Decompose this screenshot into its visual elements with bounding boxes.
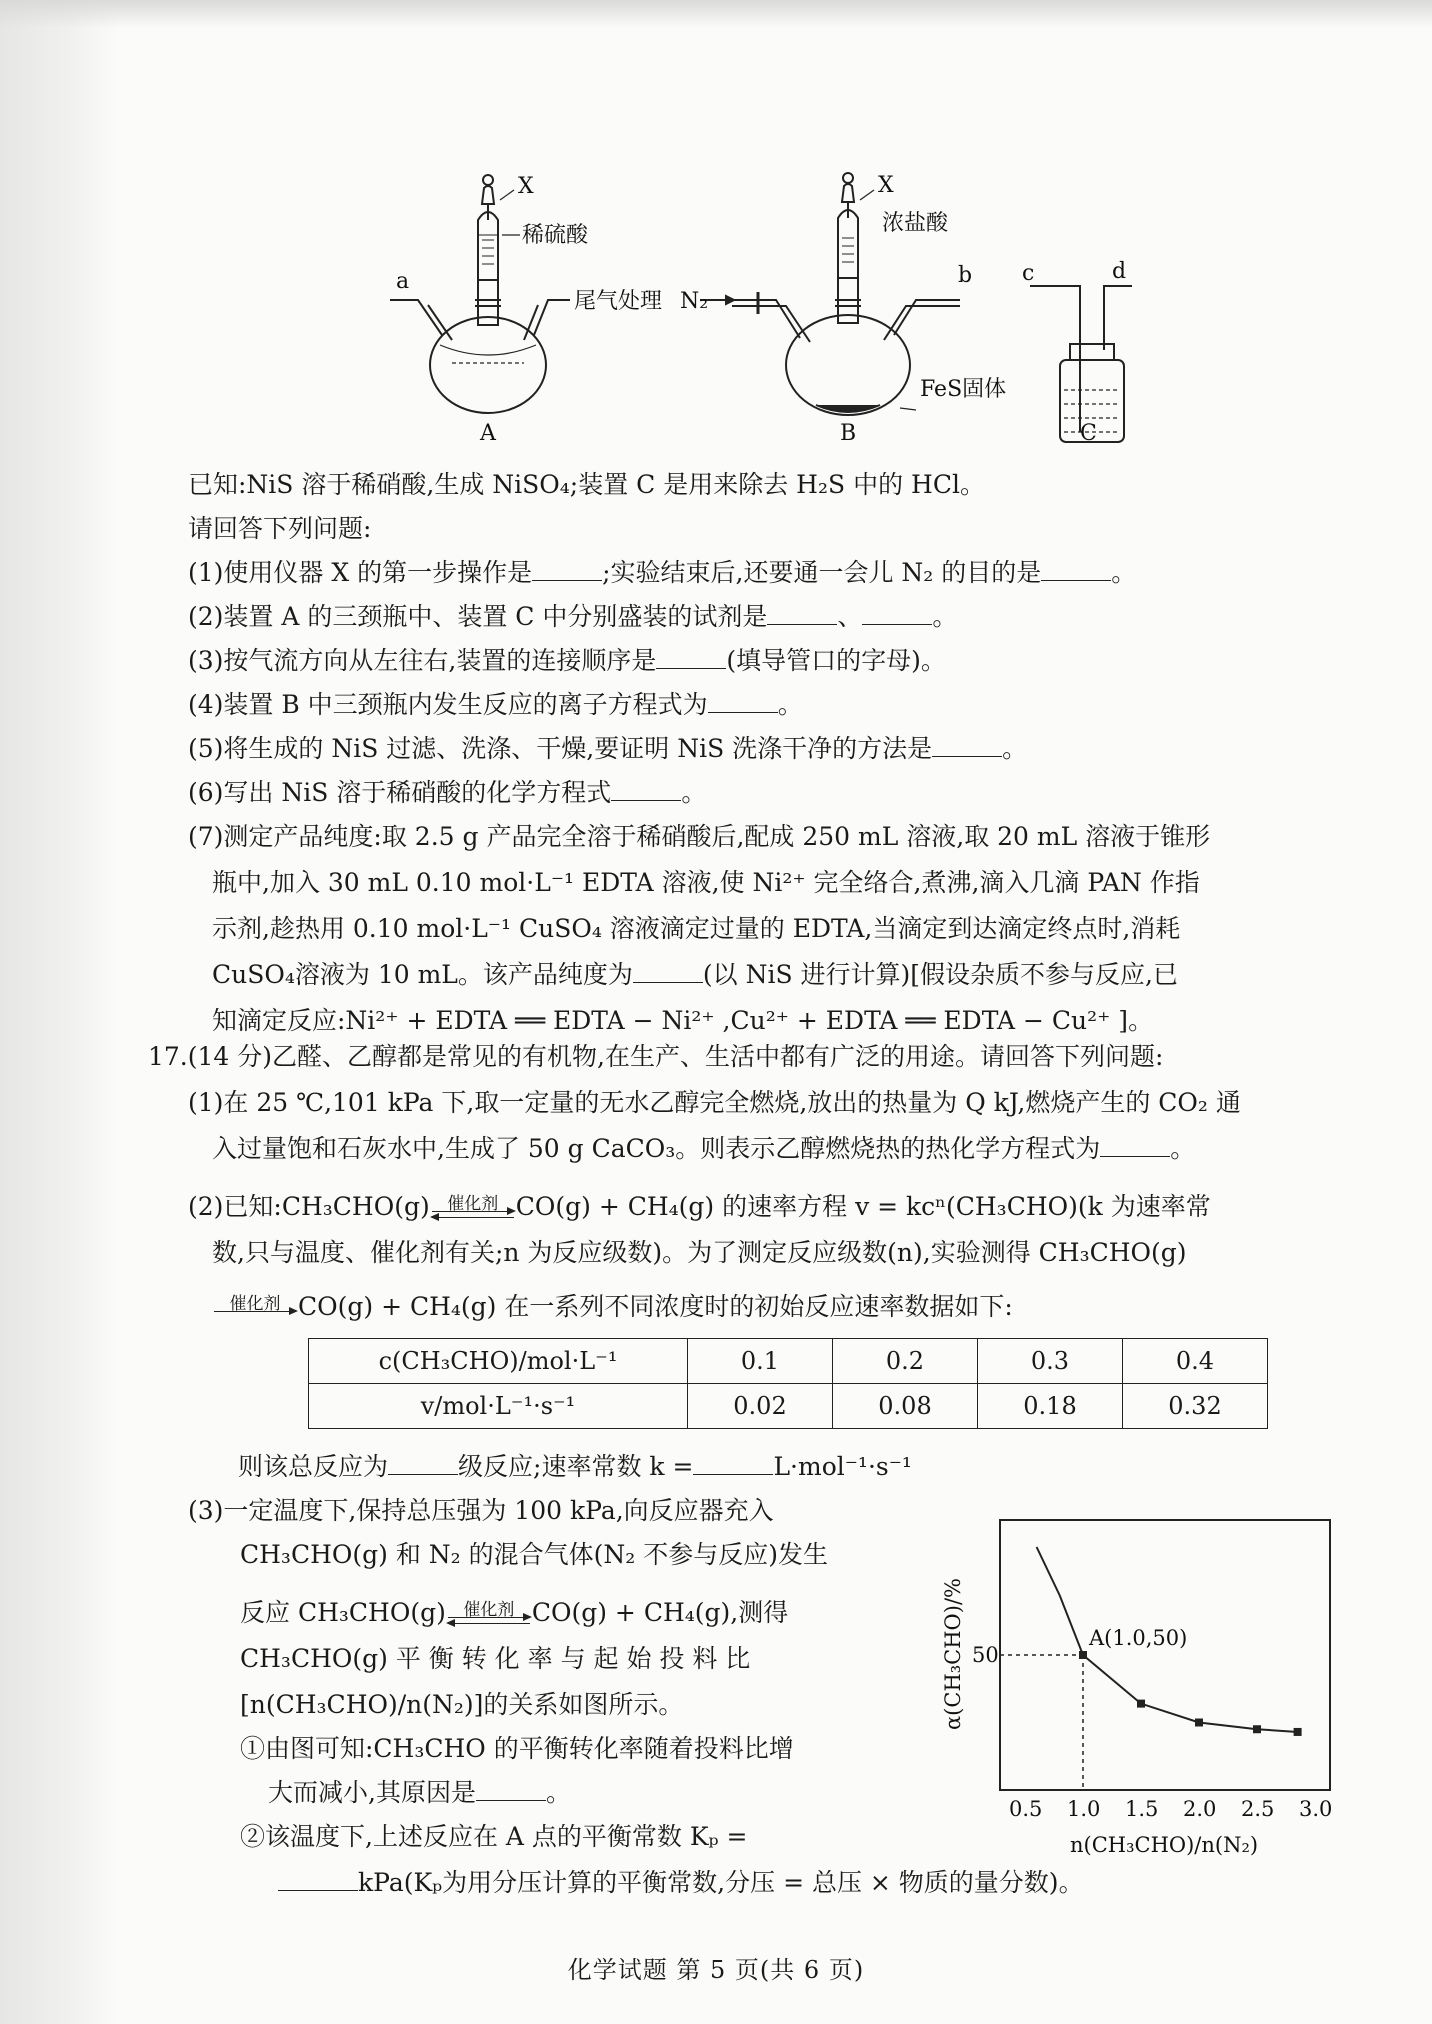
answer-blank[interactable] bbox=[708, 688, 778, 713]
table-cell: 0.18 bbox=[978, 1384, 1123, 1429]
q16-part6 bbox=[188, 776, 706, 810]
q16-p1a: (1)使用仪器 X 的第一步操作是 bbox=[188, 558, 533, 587]
q16-p2b: 、 bbox=[837, 602, 863, 631]
data-point-marker bbox=[1079, 1651, 1087, 1659]
q17-p1-line2 bbox=[212, 1132, 1195, 1166]
label-b-solid: FeS固体 bbox=[920, 377, 1007, 402]
q17-p3-line4: CH₃CHO(g) 平 衡 转 化 率 与 起 始 投 料 比 bbox=[240, 1644, 751, 1673]
q17-p3-s1b: 大而减小,其原因是 bbox=[268, 1778, 476, 1807]
q16-p3a: (3)按气流方向从左往右,装置的连接顺序是 bbox=[188, 646, 657, 675]
q17-p3-line1: (3)一定温度下,保持总压强为 100 kPa,向反应器充入 bbox=[188, 1496, 774, 1525]
q16-p6b: 。 bbox=[681, 778, 707, 807]
catalyst-label: 催化剂 bbox=[463, 1599, 515, 1620]
q16-p7-line5: 知滴定反应:Ni²⁺ + EDTA ══ EDTA − Ni²⁺ ,Cu²⁺ + EDTA ══ EDTA − Cu²⁺ ]。 bbox=[212, 1006, 1154, 1035]
q16-p7-line2: 瓶中,加入 30 mL 0.10 mol·L⁻¹ EDTA 溶液,使 Ni²⁺ 完全络合,煮沸,滴入几滴 PAN 作指 bbox=[212, 868, 1200, 897]
table-cell: 0.1 bbox=[688, 1339, 833, 1384]
q16-p5a: (5)将生成的 NiS 过滤、洗涤、干燥,要证明 NiS 洗涤干净的方法是 bbox=[188, 734, 933, 763]
table-cell: 0.08 bbox=[833, 1384, 978, 1429]
q16-prompt: 请回答下列问题: bbox=[188, 514, 372, 543]
label-b-reagent: 浓盐酸 bbox=[882, 211, 949, 236]
label-c: C bbox=[1080, 421, 1097, 446]
answer-blank[interactable] bbox=[532, 556, 602, 581]
label-a-outlet: 尾气处理 bbox=[574, 289, 663, 314]
q16-p2c: 。 bbox=[932, 602, 958, 631]
answer-blank[interactable] bbox=[1041, 556, 1111, 581]
table-cell: 0.4 bbox=[1123, 1339, 1268, 1384]
scan-shadow-top bbox=[0, 0, 1432, 28]
q17-p3-s1c: 。 bbox=[545, 1778, 571, 1807]
table-header-concentration: c(CH₃CHO)/mol·L⁻¹ bbox=[309, 1339, 688, 1384]
scan-shadow bbox=[0, 0, 120, 2024]
x-tick-label: 1.5 bbox=[1125, 1797, 1159, 1821]
x-axis-label: n(CH₃CHO)/n(N₂) bbox=[1070, 1833, 1259, 1857]
label-a-reagent: 稀硫酸 bbox=[522, 223, 589, 248]
q17-p1-l2b: 。 bbox=[1170, 1134, 1196, 1163]
q16-part3 bbox=[188, 644, 946, 678]
q16-p2a: (2)装置 A 的三颈瓶中、装置 C 中分别盛装的试剂是 bbox=[188, 602, 768, 631]
table-cell: 0.02 bbox=[688, 1384, 833, 1429]
q17-p3-line2: CH₃CHO(g) 和 N₂ 的混合气体(N₂ 不参与反应)发生 bbox=[240, 1540, 828, 1569]
table-header-rate: v/mol·L⁻¹·s⁻¹ bbox=[309, 1384, 688, 1429]
x-tick-label: 1.0 bbox=[1067, 1797, 1101, 1821]
q17-p2-line3 bbox=[212, 1290, 1013, 1324]
data-point-marker bbox=[1195, 1719, 1203, 1727]
answer-blank[interactable] bbox=[633, 958, 703, 983]
answer-blank[interactable] bbox=[693, 1450, 773, 1475]
q17-p3-sub2b-row bbox=[278, 1866, 1084, 1900]
q17-p2-l1a: (2)已知:CH₃CHO(g) bbox=[188, 1192, 430, 1221]
q16-p5b: 。 bbox=[1002, 734, 1028, 763]
answer-blank[interactable] bbox=[278, 1866, 358, 1891]
q17-p1-line1: (1)在 25 ℃,101 kPa 下,取一定量的无水乙醇完全燃烧,放出的热量为 Q kJ,燃烧产生的 CO₂ 通 bbox=[188, 1088, 1241, 1117]
label-b-outlet: b bbox=[958, 263, 973, 288]
q17-p3-s2b: kPa(Kₚ为用分压计算的平衡常数,分压 = 总压 × 物质的量分数)。 bbox=[358, 1868, 1084, 1897]
q17-p3-l3a: 反应 CH₃CHO(g) bbox=[240, 1598, 446, 1627]
label-b: B bbox=[840, 421, 857, 446]
q17-p2-l4c: L·mol⁻¹·s⁻¹ bbox=[773, 1452, 912, 1481]
answer-blank[interactable] bbox=[1100, 1132, 1170, 1157]
catalyst-label: 催化剂 bbox=[229, 1293, 281, 1314]
q16-p4a: (4)装置 B 中三颈瓶内发生反应的离子方程式为 bbox=[188, 690, 708, 719]
q16-p7-line3: 示剂,趁热用 0.10 mol·L⁻¹ CuSO₄ 溶液滴定过量的 EDTA,当滴定到达滴定终点时,消耗 bbox=[212, 914, 1181, 943]
page-footer: 化学试题 第 5 页(共 6 页) bbox=[567, 1956, 865, 1984]
q17-p3-sub1b-row bbox=[268, 1776, 571, 1810]
answer-blank[interactable] bbox=[388, 1450, 458, 1475]
q17-p1-l2a: 入过量饱和石灰水中,生成了 50 g CaCO₃。则表示乙醇燃烧热的热化学方程式为 bbox=[212, 1134, 1101, 1163]
data-point-marker bbox=[1294, 1728, 1302, 1736]
q17-p2-line2: 数,只与温度、催化剂有关;n 为反应级数)。为了测定反应级数(n),实验测得 CH₃CHO(g) bbox=[212, 1238, 1187, 1267]
catalyst-equilibrium-arrow bbox=[446, 1601, 532, 1629]
label-b-inlet: N₂ bbox=[680, 289, 709, 314]
q16-part5 bbox=[188, 732, 1027, 766]
q17-p2-line1 bbox=[188, 1190, 1211, 1224]
q17-p3-line3 bbox=[240, 1596, 788, 1630]
q16-p7-l4b: (以 NiS 进行计算)[假设杂质不参与反应,已 bbox=[702, 960, 1178, 989]
q16-p7-line1: (7)测定产品纯度:取 2.5 g 产品完全溶于稀硝酸后,配成 250 mL 溶液,取 20 mL 溶液于锥形 bbox=[188, 822, 1211, 851]
q17-p2-l4a: 则该总反应为 bbox=[238, 1452, 389, 1481]
data-point-marker bbox=[1253, 1725, 1261, 1733]
table-cell: 0.3 bbox=[978, 1339, 1123, 1384]
x-tick-label: 2.0 bbox=[1183, 1797, 1217, 1821]
q17-p3-line5: [n(CH₃CHO)/n(N₂)]的关系如图所示。 bbox=[240, 1690, 684, 1719]
y-axis-label: α(CH₃CHO)/% bbox=[941, 1578, 965, 1730]
catalyst-arrow bbox=[212, 1295, 298, 1323]
catalyst-label: 催化剂 bbox=[447, 1193, 499, 1214]
q16-p6a: (6)写出 NiS 溶于稀硝酸的化学方程式 bbox=[188, 778, 612, 807]
q16-p7-l4a: CuSO₄溶液为 10 mL。该产品纯度为 bbox=[212, 960, 633, 989]
q16-p7-line4 bbox=[212, 958, 1178, 992]
answer-blank[interactable] bbox=[767, 600, 837, 625]
answer-blank[interactable] bbox=[476, 1776, 546, 1801]
label-a-inlet: a bbox=[396, 269, 410, 294]
label-a: A bbox=[480, 421, 496, 446]
label-c-outlet: d bbox=[1112, 259, 1127, 284]
q17-heading: 17.(14 分)乙醛、乙醇都是常见的有机物,在生产、生活中都有广泛的用途。请回答下列问题: bbox=[148, 1042, 1164, 1071]
answer-blank[interactable] bbox=[611, 776, 681, 801]
x-tick-label: 2.5 bbox=[1241, 1797, 1275, 1821]
x-tick-label: 0.5 bbox=[1009, 1797, 1043, 1821]
catalyst-equilibrium-arrow bbox=[430, 1195, 516, 1223]
label-a-funnel: X bbox=[518, 174, 534, 199]
table-cell: 0.2 bbox=[833, 1339, 978, 1384]
label-c-inlet: c bbox=[1022, 261, 1035, 286]
y-tick-label: 50 bbox=[972, 1643, 999, 1667]
q17-p2-line4 bbox=[238, 1450, 912, 1484]
q16-p3b: (填导管口的字母)。 bbox=[726, 646, 946, 675]
q17-p2-l3: CO(g) + CH₄(g) 在一系列不同浓度时的初始反应速率数据如下: bbox=[298, 1292, 1013, 1321]
q16-part2 bbox=[188, 600, 957, 634]
q17-p2-l4b: 级反应;速率常数 k = bbox=[458, 1452, 694, 1481]
q17-p3-sub2a: ②该温度下,上述反应在 A 点的平衡常数 Kₚ = bbox=[240, 1822, 748, 1851]
answer-blank[interactable] bbox=[656, 644, 726, 669]
q17-p2-l1b: CO(g) + CH₄(g) 的速率方程 v = kcⁿ(CH₃CHO)(k 为速率常 bbox=[515, 1192, 1211, 1221]
q16-part1 bbox=[188, 556, 1136, 590]
label-b-funnel: X bbox=[878, 173, 894, 198]
table-cell: 0.32 bbox=[1123, 1384, 1268, 1429]
q16-known: 已知:NiS 溶于稀硝酸,生成 NiSO₄;装置 C 是用来除去 H₂S 中的 HCl。 bbox=[188, 470, 985, 499]
x-tick-label: 3.0 bbox=[1299, 1797, 1333, 1821]
rate-data-table bbox=[308, 1338, 1268, 1429]
q16-p1c: 。 bbox=[1111, 558, 1137, 587]
answer-blank[interactable] bbox=[862, 600, 932, 625]
apparatus-diagram bbox=[380, 160, 1140, 450]
q17-p3-l3b: CO(g) + CH₄(g),测得 bbox=[531, 1598, 789, 1627]
q16-p4b: 。 bbox=[777, 690, 803, 719]
point-a-annotation: A(1.0,50) bbox=[1089, 1626, 1188, 1650]
table-row bbox=[309, 1339, 1268, 1384]
q16-part4 bbox=[188, 688, 803, 722]
q17-p3-sub1a: ①由图可知:CH₃CHO 的平衡转化率随着投料比增 bbox=[240, 1734, 794, 1763]
q16-p1b: ;实验结束后,还要通一会儿 N₂ 的目的是 bbox=[602, 558, 1042, 587]
table-row bbox=[309, 1384, 1268, 1429]
data-point-marker bbox=[1137, 1700, 1145, 1708]
conversion-chart bbox=[930, 1500, 1350, 1860]
answer-blank[interactable] bbox=[932, 732, 1002, 757]
